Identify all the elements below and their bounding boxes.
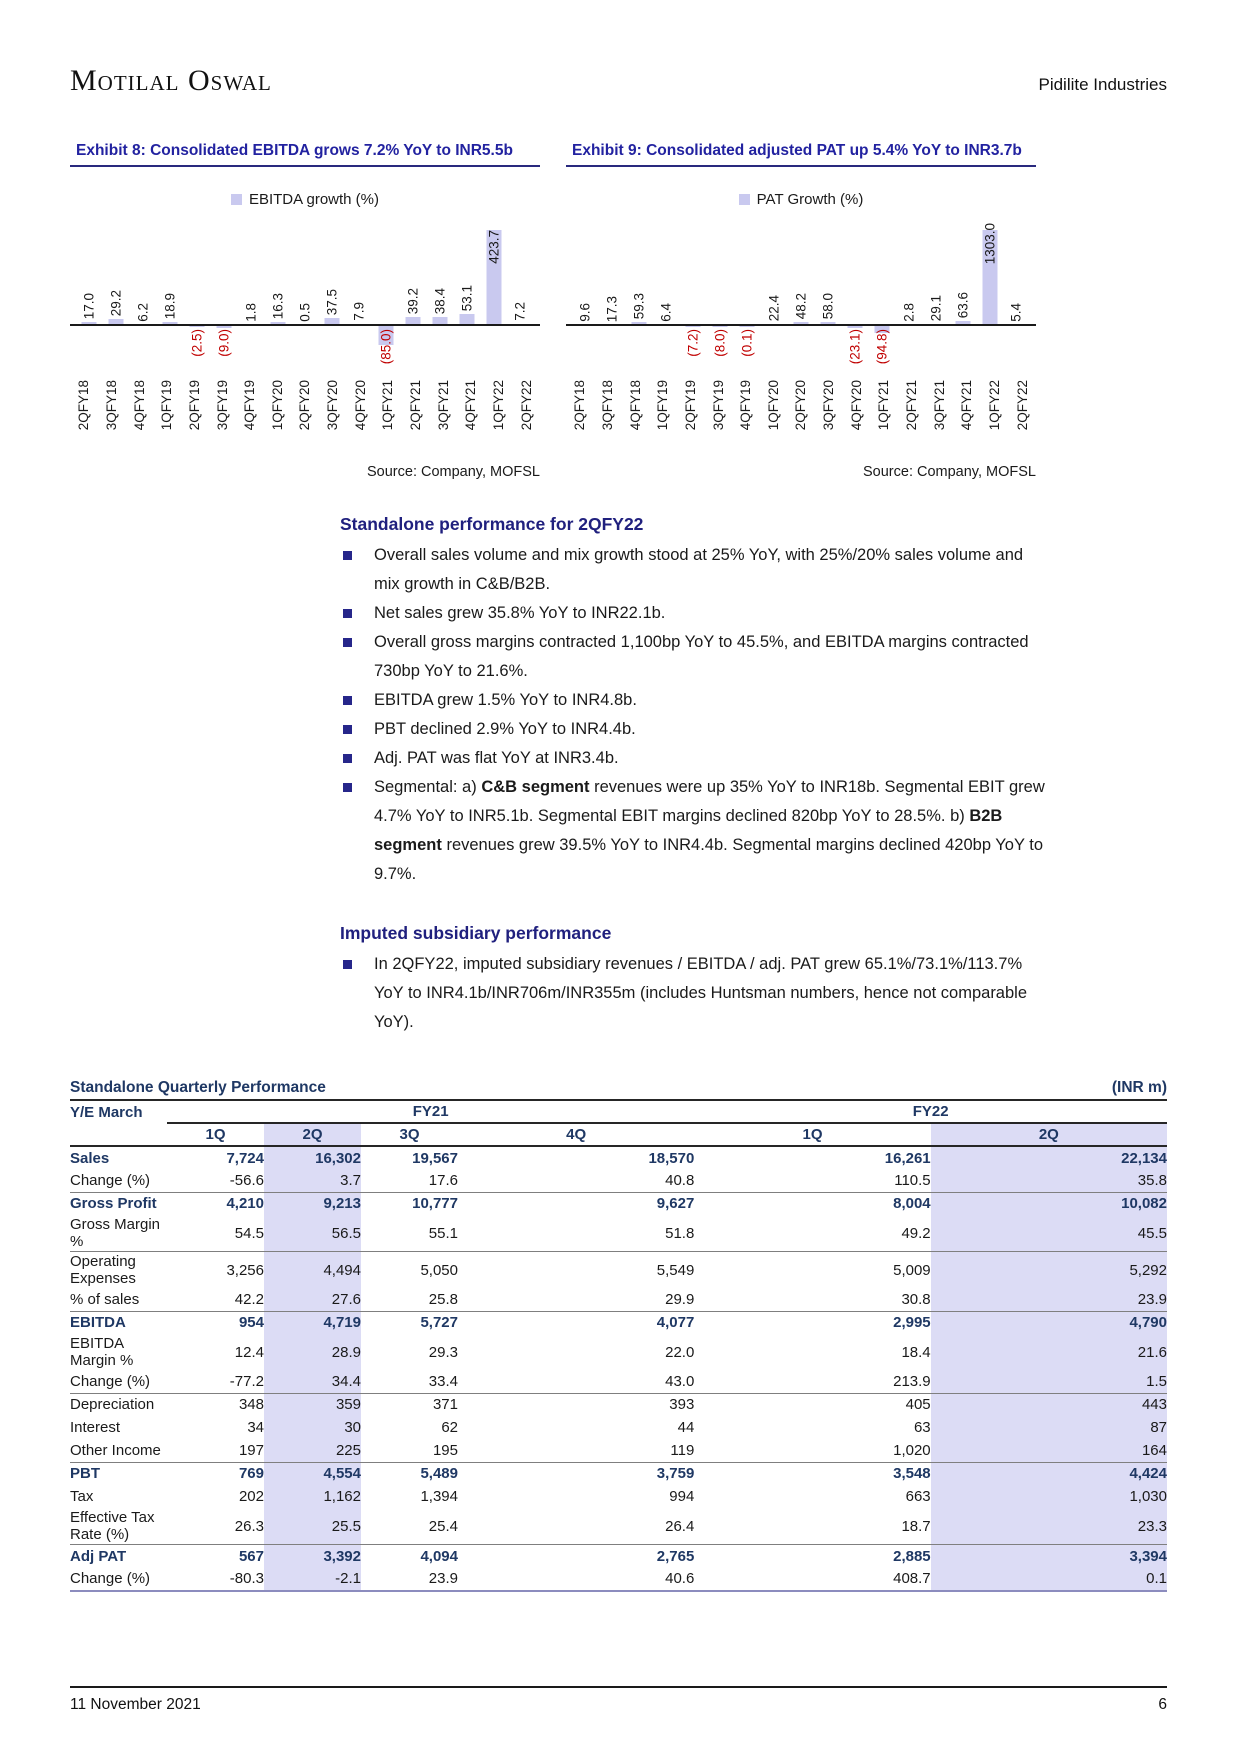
exhibit-9-legend (566, 191, 1036, 208)
bar-value-label: 16.3 (270, 292, 286, 319)
cell-value: 18,570 (648, 1149, 695, 1167)
cell-value: 1,030 (931, 1485, 1167, 1508)
table-row (70, 1169, 1167, 1192)
cell-value: 40.6 (458, 1568, 694, 1591)
chart-column (211, 214, 238, 376)
row-label: % of sales (70, 1290, 140, 1308)
bar-value-label: 6.2 (135, 303, 151, 322)
bar-value-label: (23.1) (847, 329, 863, 365)
bar-value-label: 2.8 (901, 303, 917, 322)
bar-value-label: 58.0 (820, 292, 836, 319)
table-row (70, 1416, 1167, 1439)
row-label: Change (%) (70, 1568, 167, 1591)
cell-value: -77.2 (229, 1372, 264, 1390)
x-axis-line (70, 324, 540, 326)
bar-value-label: (9.0) (216, 329, 232, 357)
cell-value: 25.5 (264, 1508, 361, 1545)
table-row (70, 1215, 1167, 1252)
cell-value: 1.5 (931, 1370, 1167, 1393)
footer-page-number: 6 (1158, 1696, 1167, 1713)
legend-label: PAT Growth (%) (756, 191, 864, 208)
exhibit-8-legend (70, 191, 540, 208)
cell-value: 4,210 (167, 1192, 264, 1215)
section-heading-standalone: Standalone performance for 2QFY22 (340, 514, 644, 534)
page-header (70, 64, 1167, 98)
row-label: Effective Tax Rate (%) (70, 1509, 155, 1543)
bar-value-label: 59.3 (631, 292, 647, 319)
chart-column (345, 214, 372, 376)
x-axis-label: 2QFY18 (76, 380, 92, 431)
cell-value: 3,548 (694, 1462, 930, 1485)
cell-value: 43.0 (665, 1372, 695, 1390)
cell-value: 371 (361, 1393, 458, 1416)
cell-value: 7,724 (226, 1149, 264, 1167)
cell-value: 408.7 (694, 1568, 930, 1591)
exhibit-8-title: Exhibit 8: Consolidated EBITDA grows 7.2% YoY to INR5.5b (70, 142, 540, 167)
chart-column (480, 214, 507, 376)
cell-value: 44 (677, 1419, 695, 1436)
bullet-item: In 2QFY22, imputed subsidiary revenues / EBITDA / adj. PAT grew 65.1%/73.1%/113.7% YoY to INR4.1b/INR706m/INR355m (includes Huntsman numbers, hence not comparable YoY). (340, 950, 1046, 1037)
bullet-item: EBITDA grew 1.5% YoY to INR4.8b. (340, 686, 1046, 715)
legend-swatch-icon (231, 194, 242, 205)
cell-value: 202 (238, 1488, 264, 1505)
bar-value-label: 48.2 (793, 292, 809, 319)
imputed-bullet-list (340, 950, 1046, 1037)
x-axis-label: 2QFY21 (408, 380, 423, 431)
cell-value: 1,162 (264, 1485, 361, 1508)
cell-value: 110.5 (894, 1171, 931, 1189)
row-label: Tax (70, 1488, 94, 1505)
bar (190, 326, 205, 327)
chart-column (453, 214, 480, 376)
bar-value-label: 29.2 (108, 289, 124, 316)
x-axis-label: 3QFY21 (931, 380, 947, 431)
chart-column (707, 214, 734, 376)
table-row (70, 1439, 1167, 1462)
chart-column (841, 214, 868, 376)
cell-value: 19,567 (412, 1149, 458, 1167)
cell-value: 21.6 (931, 1334, 1167, 1370)
bar-value-label: (2.5) (189, 329, 205, 357)
cell-value: 87 (931, 1416, 1167, 1439)
quarter-header: 4Q (458, 1123, 694, 1146)
cell-value: 30 (264, 1416, 361, 1439)
table-row (70, 1311, 1167, 1334)
table-title: Standalone Quarterly Performance (70, 1077, 458, 1100)
cell-value: 16,261 (884, 1149, 931, 1167)
x-axis-label: 2QFY21 (904, 380, 919, 431)
row-label: EBITDA (70, 1311, 167, 1334)
cell-value: 27.6 (264, 1288, 361, 1311)
table-row (70, 1508, 1167, 1545)
cell-value: 213.9 (893, 1372, 931, 1390)
cell-value: 1,394 (420, 1488, 458, 1505)
cell-value: 9,627 (458, 1192, 694, 1215)
cell-value: 4,094 (361, 1545, 458, 1568)
cell-value: 663 (905, 1488, 931, 1505)
bar-value-label: 37.5 (324, 288, 340, 315)
chart-column (292, 214, 319, 376)
cell-value: 3,759 (458, 1462, 694, 1485)
row-label: Interest (70, 1419, 121, 1436)
cell-value: -80.3 (167, 1568, 264, 1591)
x-axis-label: 1QFY20 (765, 380, 781, 431)
bar-value-label: 1.8 (243, 303, 259, 322)
chart-column (761, 214, 788, 376)
cell-value: 23.3 (931, 1508, 1167, 1545)
x-axis-label: 2QFY20 (793, 380, 809, 431)
cell-value: 5,050 (361, 1252, 458, 1289)
x-axis-label: 4QFY21 (463, 380, 479, 431)
chart-column (157, 214, 184, 376)
x-axis-label: 4QFY19 (242, 380, 258, 431)
row-label: Other Income (70, 1441, 161, 1459)
cell-value: 18.4 (901, 1343, 931, 1361)
cell-value: 348 (167, 1393, 264, 1416)
cell-value: 12.4 (234, 1343, 264, 1361)
cell-value: 5,292 (931, 1252, 1167, 1289)
bar (740, 326, 755, 327)
chart-column (868, 214, 895, 376)
cell-value: 197 (238, 1441, 264, 1459)
bar-value-label: (85.0) (378, 329, 394, 365)
quarter-header: 1Q (694, 1123, 930, 1146)
quarter-header: 1Q (167, 1123, 264, 1146)
cell-value: 3,256 (167, 1252, 264, 1289)
x-axis-label: 2QFY19 (186, 380, 202, 431)
chart-column (572, 214, 599, 376)
cell-value: 49.2 (901, 1224, 931, 1242)
chart-column (653, 214, 680, 376)
cell-value: 29.3 (428, 1343, 458, 1361)
x-axis-label: 3QFY18 (599, 380, 615, 431)
cell-value: 359 (264, 1393, 361, 1416)
x-axis-label: 3QFY21 (435, 380, 451, 431)
bar (713, 326, 728, 327)
bar-value-label: 7.2 (512, 302, 528, 321)
x-axis-label: 4QFY18 (627, 380, 643, 431)
cell-value: 195 (432, 1441, 458, 1459)
table-unit-label: (INR m) (458, 1077, 1167, 1100)
bar-value-label: 17.3 (604, 295, 620, 322)
row-label: Sales (70, 1149, 110, 1167)
chart-column (734, 214, 761, 376)
chart-column (680, 214, 707, 376)
bar-value-label: 6.4 (658, 303, 674, 322)
cell-value: 4,424 (931, 1462, 1167, 1485)
x-axis-label: 1QFY19 (159, 380, 175, 431)
chart-column (76, 214, 103, 376)
x-axis-label: 2QFY20 (297, 380, 313, 431)
x-axis-label: 1QFY22 (490, 380, 506, 431)
cell-value: 5,549 (458, 1252, 694, 1289)
cell-value: 5,727 (361, 1311, 458, 1334)
cell-value: 2,765 (458, 1545, 694, 1568)
row-label: Gross Margin % (70, 1216, 161, 1250)
ebitda-growth-bar-chart (70, 214, 540, 456)
x-axis-label: 1QFY21 (876, 380, 892, 431)
cell-value: 30.8 (901, 1290, 931, 1308)
bar-value-label: (7.2) (685, 329, 701, 357)
x-axis-label: 1QFY21 (380, 380, 396, 431)
cell-value: 4,719 (264, 1311, 361, 1334)
chart-column (238, 214, 265, 376)
x-axis-label: 3QFY20 (325, 380, 341, 431)
cell-value: 9,213 (264, 1192, 361, 1215)
row-label: Change (%) (70, 1372, 151, 1390)
cell-value: 63 (913, 1419, 931, 1436)
bullet-item: Adj. PAT was flat YoY at INR3.4b. (340, 744, 1046, 773)
bar-value-label: 5.4 (1008, 303, 1024, 322)
cell-value: 405 (694, 1393, 930, 1416)
chart-column (814, 214, 841, 376)
cell-value: 34 (247, 1419, 264, 1436)
motilal-oswal-logo: Motilal Oswal (70, 64, 272, 97)
bar-value-label: 63.6 (955, 291, 971, 318)
cell-value: 55.1 (428, 1224, 458, 1242)
cell-value: 26.3 (234, 1517, 264, 1535)
bar-value-label: 9.6 (577, 303, 593, 322)
table-row (70, 1568, 1167, 1591)
pat-growth-bar-chart (566, 214, 1036, 456)
table-row (70, 1462, 1167, 1485)
chart-column (895, 214, 922, 376)
chart-column (399, 214, 426, 376)
chart-column (976, 214, 1003, 376)
x-axis-label: 3QFY19 (710, 380, 726, 431)
bar-value-label: 1303.0 (982, 222, 998, 264)
table-row (70, 1288, 1167, 1311)
cell-value: 25.4 (428, 1517, 458, 1535)
bar-value-label: 17.0 (81, 292, 97, 319)
chart-column (103, 214, 130, 376)
x-axis-label: 1QFY20 (269, 380, 285, 431)
cell-value: 22,134 (931, 1146, 1167, 1169)
footer-date: 11 November 2021 (70, 1696, 201, 1713)
cell-value: 119 (670, 1441, 695, 1459)
bullet-item: Net sales grew 35.8% YoY to INR22.1b. (340, 599, 1046, 628)
row-label: Adj PAT (70, 1545, 167, 1568)
exhibit-9-source: Source: Company, MOFSL (863, 464, 1036, 480)
x-axis-label: 4QFY20 (848, 380, 864, 431)
bar-value-label: 39.2 (405, 287, 421, 314)
chart-column (372, 214, 399, 376)
quarter-header: 3Q (361, 1123, 458, 1146)
bullet-item: PBT declined 2.9% YoY to INR4.4b. (340, 715, 1046, 744)
row-label: Depreciation (70, 1393, 167, 1416)
chart-column (265, 214, 292, 376)
table-row (70, 1252, 1167, 1289)
cell-value: 35.8 (931, 1169, 1167, 1192)
table-title-row (70, 1077, 1167, 1100)
cell-value: 33.4 (428, 1372, 458, 1390)
exhibits-row (70, 142, 1167, 480)
cell-value: 42.2 (234, 1290, 264, 1308)
cell-value: 10,777 (361, 1192, 458, 1215)
body-text-column (340, 514, 1046, 1037)
chart-column (318, 214, 345, 376)
cell-value: 1,020 (893, 1441, 931, 1459)
year-group-header: FY22 (694, 1100, 1167, 1123)
bar-value-label: 18.9 (162, 292, 178, 319)
x-axis-label: 2QFY18 (572, 380, 588, 431)
quarterly-performance-table (70, 1077, 1167, 1592)
row-label: Gross Profit (70, 1192, 167, 1215)
x-axis-label: 2QFY19 (682, 380, 698, 431)
cell-value: 45.5 (931, 1215, 1167, 1252)
chart-column (949, 214, 976, 376)
cell-value: 56.5 (264, 1215, 361, 1252)
quarter-header: 2Q (264, 1123, 361, 1146)
table-quarter-header-row (70, 1123, 1167, 1146)
chart-column (426, 214, 453, 376)
cell-value: 26.4 (665, 1517, 695, 1535)
cell-value: 34.4 (264, 1370, 361, 1393)
x-axis-label: 1QFY19 (655, 380, 671, 431)
x-axis-line (566, 324, 1036, 326)
bar-value-label: 22.4 (766, 294, 782, 321)
cell-value: 23.9 (931, 1288, 1167, 1311)
bar-value-label: (8.0) (712, 329, 728, 357)
cell-value: 51.8 (665, 1224, 695, 1242)
x-axis-label: 3QFY18 (103, 380, 119, 431)
table-row (70, 1192, 1167, 1215)
cell-value: 2,885 (694, 1545, 930, 1568)
cell-value: 769 (167, 1462, 264, 1485)
bar-value-label: 53.1 (459, 284, 475, 311)
exhibit-8-source: Source: Company, MOFSL (367, 464, 540, 480)
cell-value: 4,554 (264, 1462, 361, 1485)
section-heading-imputed: Imputed subsidiary performance (340, 923, 612, 943)
cell-value: 225 (264, 1439, 361, 1462)
legend-swatch-icon (739, 194, 750, 205)
cell-value: 393 (458, 1393, 694, 1416)
row-label: Change (%) (70, 1171, 151, 1189)
cell-value: 954 (167, 1311, 264, 1334)
chart-column (599, 214, 626, 376)
table-year-header-row (70, 1100, 1167, 1123)
cell-value: 8,004 (694, 1192, 930, 1215)
cell-value: 23.9 (361, 1568, 458, 1591)
cell-value: 16,302 (264, 1146, 361, 1169)
x-axis-label: 2QFY22 (518, 380, 534, 431)
bullet-item: Segmental: a) C&B segment revenues were up 35% YoY to INR18b. Segmental EBIT grew 4.7% YoY to INR5.1b. Segmental EBIT margins declined 820bp YoY to 28.5%. b) B2B segment revenues grew 39.5% YoY to INR4.4b. Segmental margins declined 420bp YoY to 9.7%. (340, 773, 1046, 889)
cell-value: 443 (931, 1393, 1167, 1416)
chart-column (626, 214, 653, 376)
cell-value: 40.8 (665, 1171, 695, 1189)
cell-value: 18.7 (901, 1517, 931, 1535)
cell-value: 4,077 (458, 1311, 694, 1334)
exhibit-9-title: Exhibit 9: Consolidated adjusted PAT up 5.4% YoY to INR3.7b (566, 142, 1036, 167)
chart-column (184, 214, 211, 376)
x-axis-label: 3QFY19 (214, 380, 230, 431)
exhibit-9-panel (566, 142, 1036, 480)
bar (847, 326, 862, 328)
cell-value: 0.1 (931, 1568, 1167, 1591)
cell-value: -56.6 (229, 1171, 264, 1189)
table-row (70, 1485, 1167, 1508)
row-label: EBITDA Margin % (70, 1335, 134, 1369)
table-row (70, 1545, 1167, 1568)
bar-value-label: (0.1) (739, 329, 755, 357)
chart-column (922, 214, 949, 376)
bar-value-label: 423.7 (486, 230, 502, 264)
ye-march-label: Y/E March (70, 1103, 143, 1121)
bar-value-label: 29.1 (928, 294, 944, 321)
cell-value: 5,489 (361, 1462, 458, 1485)
cell-value: 17.6 (428, 1171, 458, 1189)
table-row (70, 1334, 1167, 1370)
cell-value: 164 (931, 1439, 1167, 1462)
row-label: PBT (70, 1462, 167, 1485)
bar (686, 326, 701, 327)
quarter-header: 2Q (931, 1123, 1167, 1146)
cell-value: 54.5 (234, 1224, 264, 1242)
bullet-item: Overall gross margins contracted 1,100bp YoY to 45.5%, and EBITDA margins contracted 730bp YoY to 21.6%. (340, 628, 1046, 686)
bar-value-label: 7.9 (351, 302, 367, 321)
x-axis-label: 3QFY20 (821, 380, 837, 431)
cell-value: 29.9 (665, 1290, 695, 1308)
x-axis-label: 4QFY19 (738, 380, 754, 431)
cell-value: 3.7 (264, 1169, 361, 1192)
x-axis-label: 4QFY21 (959, 380, 975, 431)
chart-column (1003, 214, 1030, 376)
bar-value-label: 0.5 (297, 303, 313, 322)
bullet-item: Overall sales volume and mix growth stood at 25% YoY, with 25%/20% sales volume and mix growth in C&B/B2B. (340, 541, 1046, 599)
cell-value: -2.1 (264, 1568, 361, 1591)
x-axis-label: 4QFY18 (131, 380, 147, 431)
cell-value: 28.9 (264, 1334, 361, 1370)
table-row (70, 1146, 1167, 1169)
cell-value: 62 (441, 1419, 458, 1436)
cell-value: 25.8 (428, 1290, 458, 1308)
cell-value: 994 (669, 1488, 695, 1505)
cell-value: 5,009 (694, 1252, 930, 1289)
x-axis-label: 4QFY20 (352, 380, 368, 431)
cell-value: 4,790 (931, 1311, 1167, 1334)
bar-value-label: (94.8) (874, 329, 890, 365)
table-row (70, 1393, 1167, 1416)
cell-value: 4,494 (264, 1252, 361, 1289)
row-label: Operating Expenses (70, 1252, 167, 1289)
cell-value: 2,995 (694, 1311, 930, 1334)
year-group-header: FY21 (167, 1100, 694, 1123)
quarterly-performance-table-wrap (70, 1077, 1167, 1592)
cell-value: 10,082 (931, 1192, 1167, 1215)
x-axis-label: 1QFY22 (986, 380, 1002, 431)
chart-column (507, 214, 534, 376)
bar-value-label: 38.4 (432, 287, 448, 314)
cell-value: 567 (167, 1545, 264, 1568)
legend-label: EBITDA growth (%) (248, 191, 380, 208)
standalone-bullet-list (340, 541, 1046, 889)
x-axis-label: 2QFY22 (1014, 380, 1030, 431)
page-footer (70, 1686, 1167, 1714)
bar (217, 326, 232, 328)
table-row (70, 1370, 1167, 1393)
company-name: Pidilite Industries (1038, 75, 1167, 94)
cell-value: 3,394 (931, 1545, 1167, 1568)
chart-column (788, 214, 815, 376)
cell-value: 22.0 (665, 1343, 695, 1361)
cell-value: 3,392 (264, 1545, 361, 1568)
exhibit-8-panel (70, 142, 540, 480)
chart-column (130, 214, 157, 376)
